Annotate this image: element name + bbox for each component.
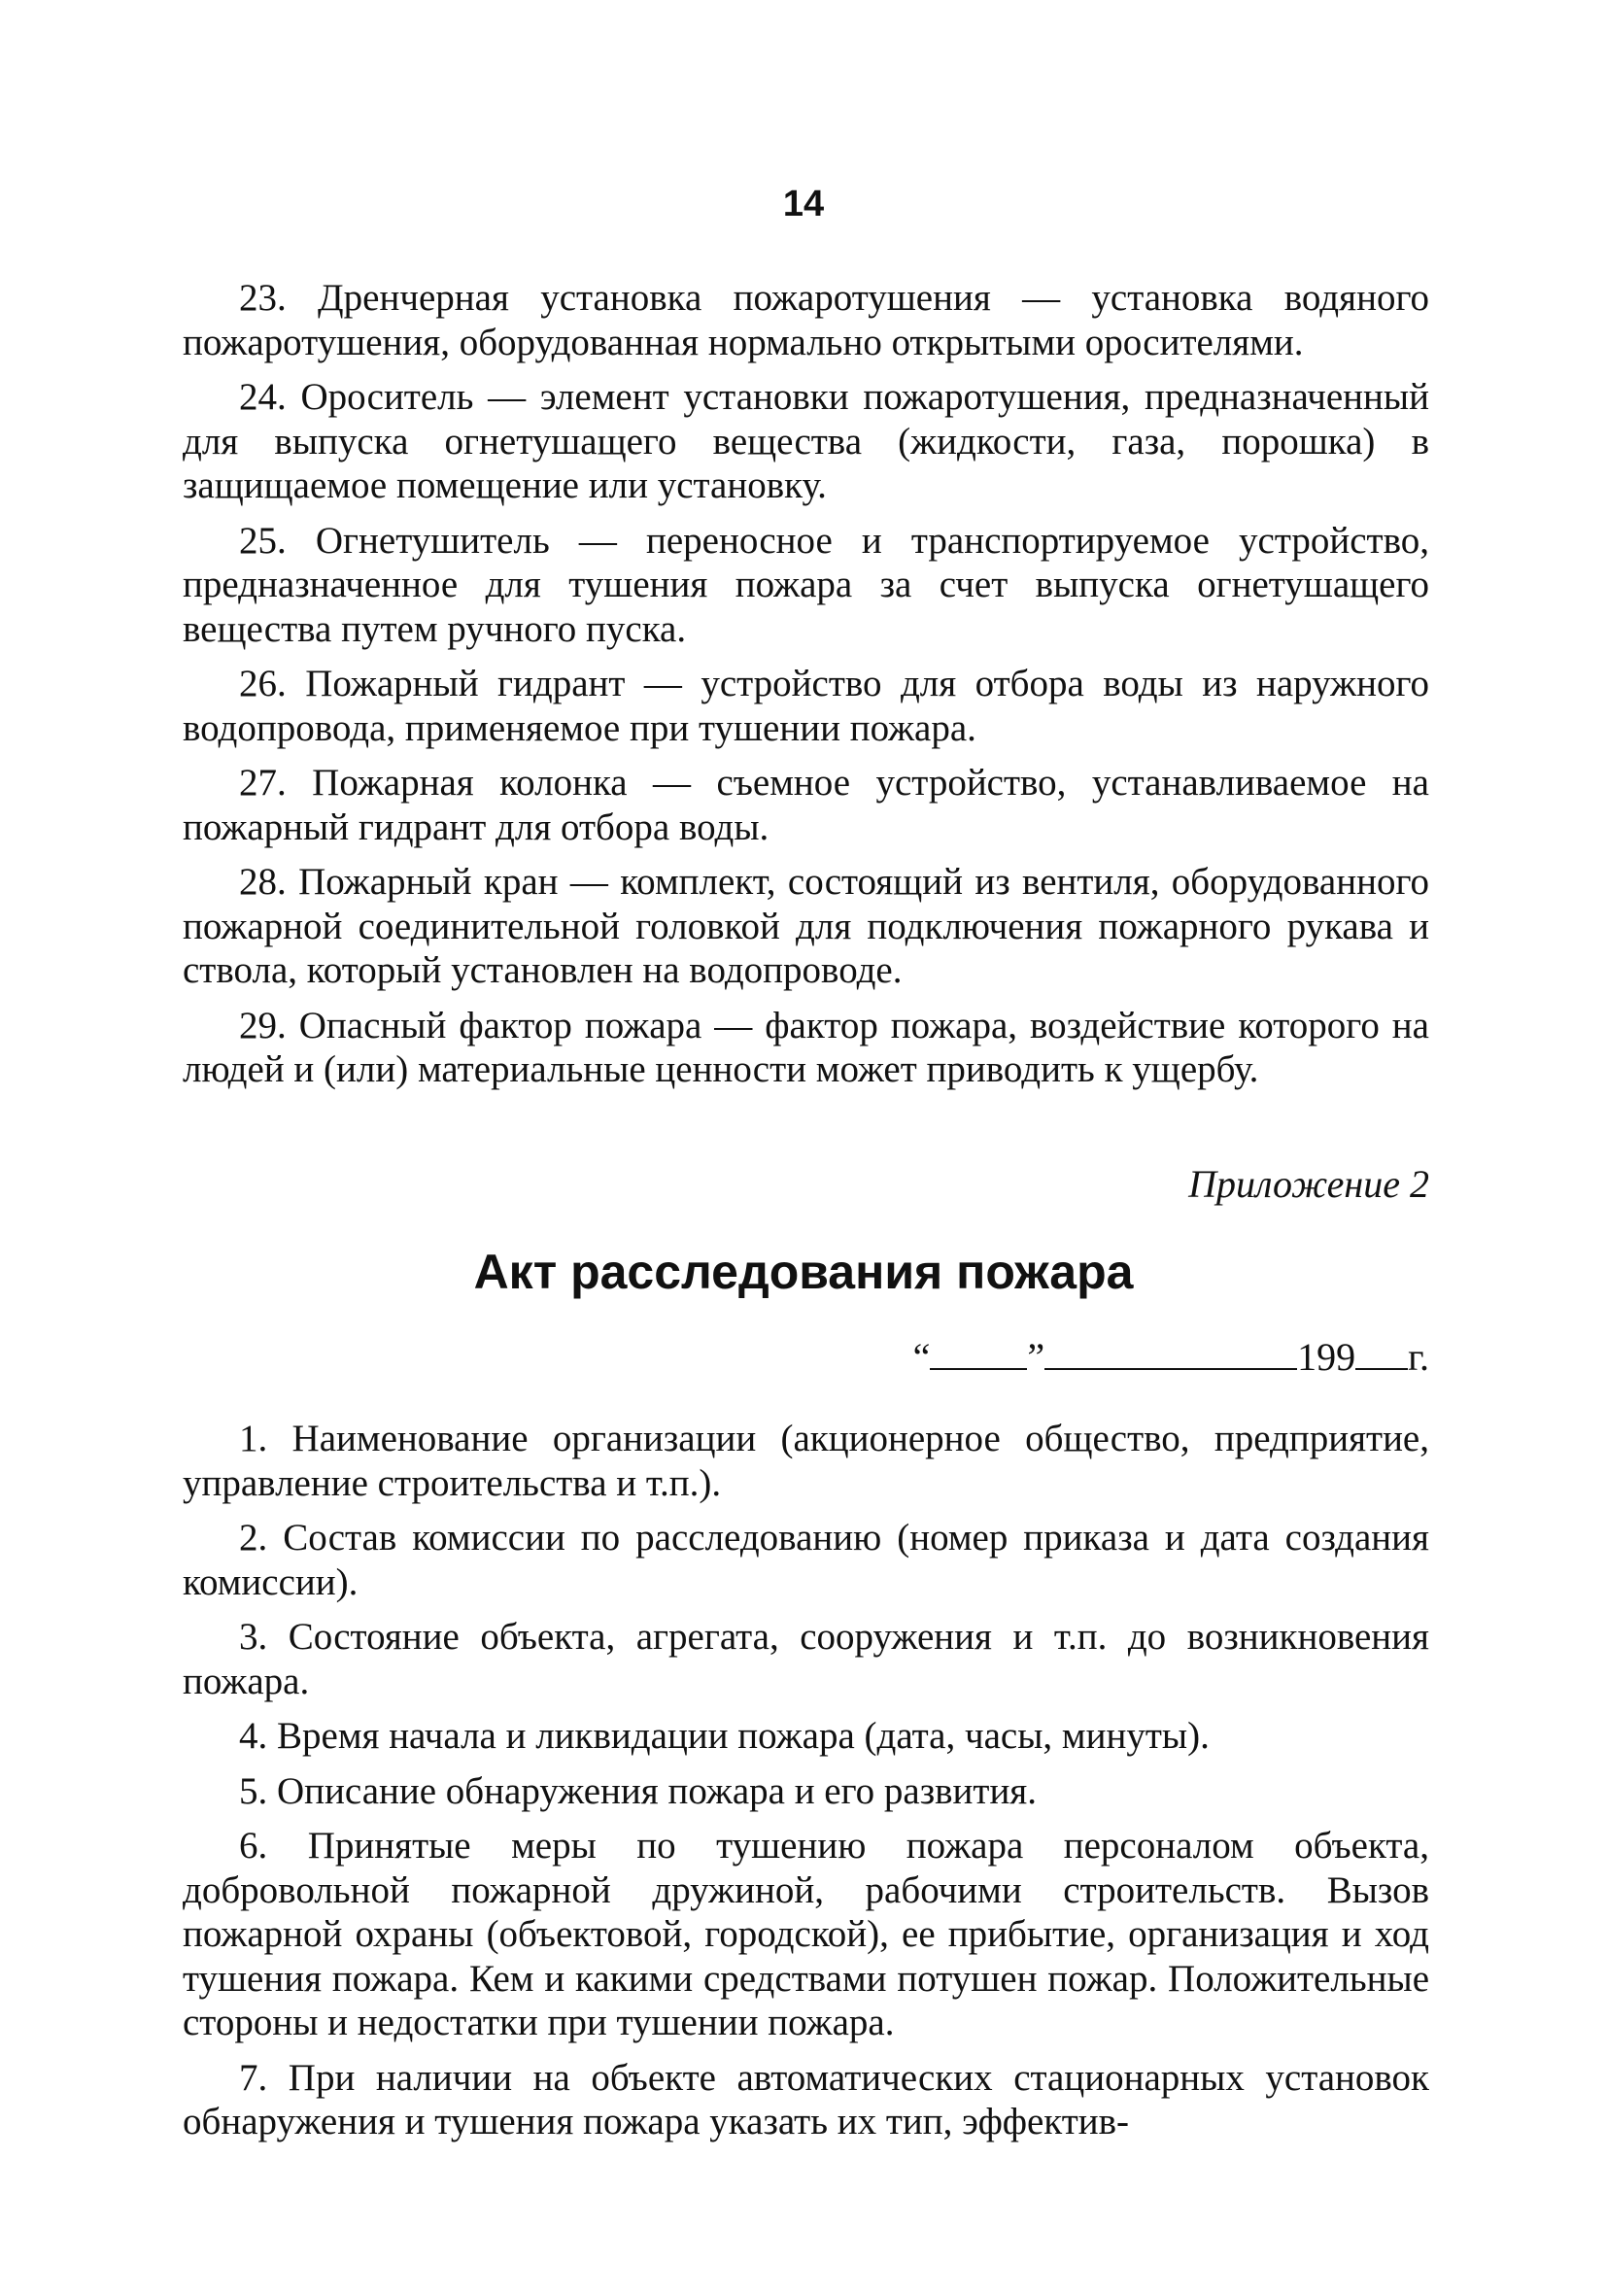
definition-26: 26. Пожарный гидрант — устройство для отбора воды из наружного водопровода, применяемое при тушении пожара. <box>183 663 1429 749</box>
definition-28: 28. Пожарный кран — комплект, состоящий из вентиля, оборудованного пожарной соединительной головкой для подключения пожарного рукава и ствола, который установлен на водопроводе. <box>183 861 1429 991</box>
appendix-label: Приложение 2 <box>1188 1162 1429 1206</box>
act-item-5: 5. Описание обнаружения пожара и его развития. <box>239 1769 1037 1812</box>
day-blank-line <box>930 1367 1027 1370</box>
year-prefix: 199 <box>1297 1335 1356 1379</box>
act-item-6: 6. Принятые меры по тушению пожара персоналом объекта, добровольной пожарной дружиной, рабочими строительств. Вызов пожарной охраны (объектовой, городской), ее прибытие, организация и ход тушения пожара. Кем и какими средствами потушен пожар. Положительные стороны и недостатки при тушении пожара. <box>183 1825 1429 2043</box>
year-suffix: г. <box>1408 1335 1429 1379</box>
act-item-2: 2. Состав комиссии по расследованию (номер приказа и дата создания комиссии). <box>183 1517 1429 1603</box>
act-item-1: 1. Наименование организации (акционерное общество, предприятие, управление строительства и т.п.). <box>183 1418 1429 1504</box>
definition-24: 24. Ороситель — элемент установки пожаротушения, предназначенный для выпуска огнетушащего вещества (жидкости, газа, порошка) в защищаемое помещение или установку. <box>183 376 1429 506</box>
page-number: 14 <box>782 184 825 224</box>
definition-23: 23. Дренчерная установка пожаротушения — установка водяного пожаротушения, оборудованная нормально открытыми оросителями. <box>183 277 1429 363</box>
act-items-list <box>183 1417 1429 2155</box>
act-item-3: 3. Состояние объекта, агрегата, сооружения и т.п. до возникновения пожара. <box>183 1616 1429 1702</box>
definition-27: 27. Пожарная колонка — съемное устройство, устанавливаемое на пожарный гидрант для отбора воды. <box>183 762 1429 848</box>
date-close-quote: ” <box>1027 1335 1045 1379</box>
date-open-quote: “ <box>912 1335 931 1379</box>
month-blank-line <box>1044 1367 1297 1370</box>
act-item-7: 7. При наличии на объекте автоматических стационарных установок обнаружения и тушения пожара указать их тип, эффектив- <box>183 2056 1429 2142</box>
act-title: Акт расследования пожара <box>473 1245 1134 1299</box>
year-blank-line <box>1355 1367 1408 1370</box>
definition-25: 25. Огнетушитель — переносное и транспортируемое устройство, предназначенное для тушения пожара за счет выпуска огнетушащего вещества путем ручного пуска. <box>183 519 1429 650</box>
definitions-list <box>183 276 1429 1103</box>
act-item-4: 4. Время начала и ликвидации пожара (дата, часы, минуты). <box>239 1715 1210 1757</box>
date-line <box>913 1335 1429 1380</box>
definition-29: 29. Опасный фактор пожара — фактор пожара, воздействие которого на людей и (или) материальные ценности может приводить к ущербу. <box>183 1004 1429 1090</box>
